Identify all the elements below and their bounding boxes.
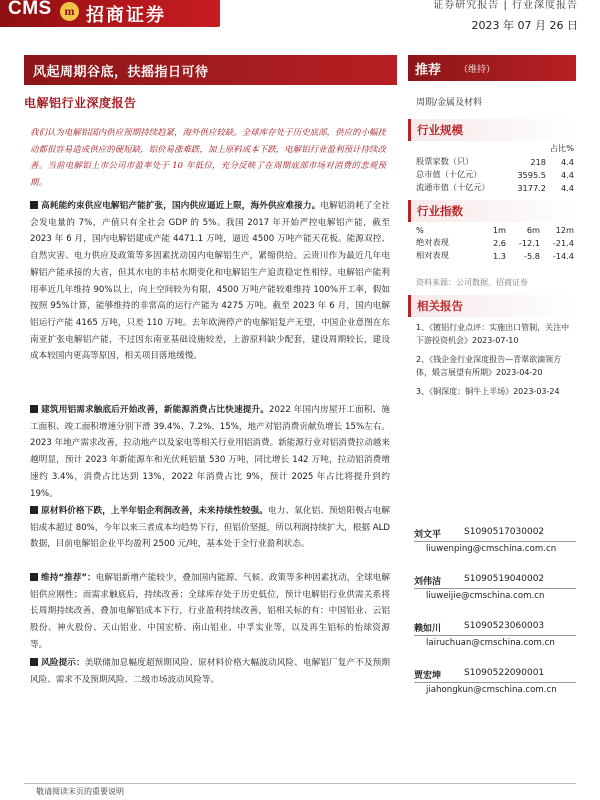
logo-badge-icon: m	[60, 2, 79, 21]
row-value: 3177.2	[517, 182, 546, 193]
row-value: -5.8	[524, 250, 540, 261]
table-row	[416, 249, 574, 262]
section-cost	[30, 503, 390, 553]
row-label: 相对表现	[416, 250, 449, 260]
divider	[414, 635, 576, 636]
rating-banner	[408, 55, 576, 81]
header	[0, 0, 600, 40]
related-heading-bar	[408, 295, 579, 317]
analyst-email[interactable]: jiahongkun@cmschina.com.cn	[426, 685, 557, 695]
row-pct: 4.4	[560, 169, 574, 180]
analyst-name: 刘伟洁	[414, 577, 442, 587]
section-text: 电力、氧化铝、预焙阳极占电解铝成本超过 80%，今年以来三者成本均趋势下行，但铝价坚挺，所以利润持续扩大，根据 ALD 数据，目前电解铝企业平均盈利 2500 元/吨，基本处于全行业盈利状态。	[30, 506, 390, 550]
row-label: 流通市值（十亿元）	[416, 182, 490, 192]
bullet-icon	[30, 405, 38, 413]
row-value: -12.1	[518, 237, 540, 248]
report-title: 风起周期谷底，扶摇指日可待	[33, 65, 209, 80]
logo-cms-text: CMS	[8, 0, 52, 19]
footer-divider	[24, 783, 576, 784]
logo-company-name: 招商证券	[86, 5, 166, 26]
section-text: 电解铝新增产能较少，叠加国内能源、气候、政策等多种因素扰动，全球电解铝供应刚性；而需求触底后，持续改善；全球库存处于历史低位，预计电解铝行业供需关系将长周期持续改善，叠加电解铝成本下行，行业盈利持续改善，铝相关标的有：中国铝业、云铝股份、神火股份、天山铝业、中国宏桥、南山铝业、中孚实业等，以及再生铝标的怡球资源等。	[30, 573, 390, 650]
index-heading-bar	[408, 200, 579, 222]
analyst-entry	[414, 574, 576, 621]
index-heading: 行业指数	[417, 204, 463, 218]
table-row	[416, 236, 574, 249]
analyst-entry	[414, 621, 576, 668]
industry-tag: 周期/金属及材料	[416, 98, 483, 108]
analyst-name: 刘文平	[414, 530, 442, 540]
analyst-cert: S1090523060003	[464, 621, 545, 631]
divider	[414, 541, 576, 542]
index-table	[416, 223, 574, 262]
analyst-entry	[414, 527, 576, 574]
section-lead: 高耗能约束供应电解铝产能扩张，国内供应逼近上限，海外供应难接力。	[41, 201, 321, 211]
table-row	[416, 155, 574, 168]
section-supply	[30, 198, 390, 365]
related-reports-list	[416, 322, 576, 406]
analyst-email[interactable]: liuweijie@cmschina.com.cn	[426, 591, 545, 601]
divider	[414, 682, 576, 683]
table-row	[416, 168, 574, 181]
row-value: 2.6	[492, 237, 506, 248]
section-risk	[30, 655, 390, 688]
analyst-list	[414, 527, 576, 715]
analyst-cert: S1090517030002	[464, 527, 545, 537]
related-report-link[interactable]: 3、《铜深度：铜牛上半场》2023-03-24	[416, 387, 560, 396]
row-value: 3595.5	[517, 169, 546, 180]
row-value: -21.4	[552, 237, 574, 248]
section-lead: 维持“推荐”：	[41, 573, 96, 583]
row-label: 总市值（十亿元）	[416, 169, 482, 179]
pct-header: 占比%	[549, 143, 574, 153]
section-lead: 原材料价格下跌，上半年铝企利润改善，未来持续性较强。	[41, 506, 268, 516]
row-pct: 4.4	[560, 156, 574, 167]
analyst-cert: S1090519040002	[464, 574, 545, 584]
index-col-header: 6m	[526, 224, 540, 235]
bullet-icon	[30, 573, 38, 581]
row-value: -14.4	[552, 250, 574, 261]
section-text: 电解铝消耗了全社会发电量的 7%，产值只有全社会 GDP 的 5%。我国 2017 年开始严控电解铝产能，截至 2023 年 6 月，国内电解铝建成产能 4471.1 万吨，逼近 4500 万吨产能天花板。能源双控、自然灾害、电力供应及政策等多因素扰动国内电解铝生产，紧缩供给。云贵川作为最近几年电解铝产能承接的大省，但其水电的丰枯水期变化和电解铝生产追责稳定性相悖。电解铝产能利用率近几年维持 90%以上，向上空间较为有限，4500 万吨产能较难维持 100%开工率，假如按照 95%计算，能够维持的非常高的运行产能为 4275 万吨。截至 2023 年 6 月，国内电解铝运行产能 4165 万吨，只差 110 万吨。去年欧洲停产的电解铝复产无望，中国企业意图在东南亚扩张电解铝产能，不过因东南亚基础设施较差，上游原料缺少配套，建设周期较长，建设成本较国内更高等原因，相关项目落地缓慢。	[30, 201, 390, 362]
report-type: 证券研究报告 | 行业深度报告	[433, 0, 578, 11]
table-row	[416, 181, 574, 194]
index-col-header: 12m	[555, 224, 574, 235]
section-recommendation	[30, 570, 390, 654]
analyst-name: 赖如川	[414, 624, 442, 634]
section-demand	[30, 402, 390, 502]
bullet-icon	[30, 201, 38, 209]
scale-table	[416, 142, 574, 194]
table-row	[416, 142, 574, 155]
rating-status: （维持）	[459, 65, 496, 75]
scale-heading-bar	[408, 119, 579, 141]
row-value: 1.3	[492, 250, 506, 261]
footer-disclaimer: 敬请阅读末页的重要说明	[36, 787, 124, 796]
analyst-name: 贾宏坤	[414, 671, 442, 681]
summary-paragraph: 我们认为电解铝国内供应预期持续趋紧，海外供应较缺。全球库存处于历史底部，供应的小幅扰动都很容易造成供应的硬短缺，铝价易涨难跌，加上原料成本下跌，电解铝行业盈利预计持续改善。当前电解铝上市公司市盈率处于 10 年低位，充分反映了在周期底部市场对消费的悲观预期。	[30, 127, 386, 187]
section-lead: 风险提示：	[41, 658, 85, 668]
table-row	[416, 223, 574, 236]
report-meta	[433, 0, 578, 33]
brand-logo	[0, 0, 220, 27]
analyst-entry	[414, 668, 576, 715]
related-report-link[interactable]: 1、《镀铝行业点评：实施出口管制，关注中下游投资机会》2023-07-10	[416, 323, 570, 345]
row-label: 股票家数（只）	[416, 156, 474, 166]
report-date: 2023 年 07 月 26 日	[471, 19, 578, 32]
scale-heading: 行业规模	[417, 123, 463, 137]
section-text: 2022 年国内房屋开工面积、施工面积、竣工面积增速分别下滑 39.4%、7.2%、15%，地产对铝消费贡献负增长 15%左右。2023 年地产需求改善，拉动地产以及家电等相关行业用铝消费。新能源行业对铝消费拉动越来越明显，预计 2023 年新能源车和光伏耗铝量 530 万吨，同比增长 142 万吨，拉动铝消费增速约 3.4%，消费占比达到 13%，2022 年消费占比 9%，预计 2025 年占比将提升到约 19%。	[30, 405, 390, 499]
section-lead: 建筑用铝需求触底后开始改善，新能源消费占比快速提升。	[41, 405, 269, 415]
analyst-email[interactable]: lairuchuan@cmschina.com.cn	[426, 638, 555, 648]
index-col-header: %	[416, 224, 424, 235]
divider	[414, 588, 576, 589]
rating-value: 推荐	[415, 63, 442, 78]
row-value: 218	[530, 156, 546, 167]
analyst-cert: S1090522090001	[464, 668, 545, 678]
row-pct: 4.4	[560, 182, 574, 193]
related-report-link[interactable]: 2、《钱企金行业深度报告—青翠欲滴领方体，煅言展望有所期》2023-04-20	[416, 355, 562, 377]
index-col-header: 1m	[492, 224, 506, 235]
source-note: 资料来源：公司数据、招商证券	[416, 278, 528, 287]
title-banner	[24, 55, 397, 85]
section-text: 美联储加息幅度超预期风险、原材料价格大幅波动风险、电解铝厂复产不及预期风险、需求不及预期风险、二级市场波动风险等。	[30, 658, 390, 685]
analyst-email[interactable]: liuwenping@cmschina.com.cn	[426, 544, 557, 554]
report-subtitle: 电解铝行业深度报告	[24, 96, 137, 110]
bullet-icon	[30, 506, 38, 514]
bullet-icon	[30, 658, 38, 666]
row-label: 绝对表现	[416, 237, 449, 247]
related-heading: 相关报告	[417, 299, 463, 313]
